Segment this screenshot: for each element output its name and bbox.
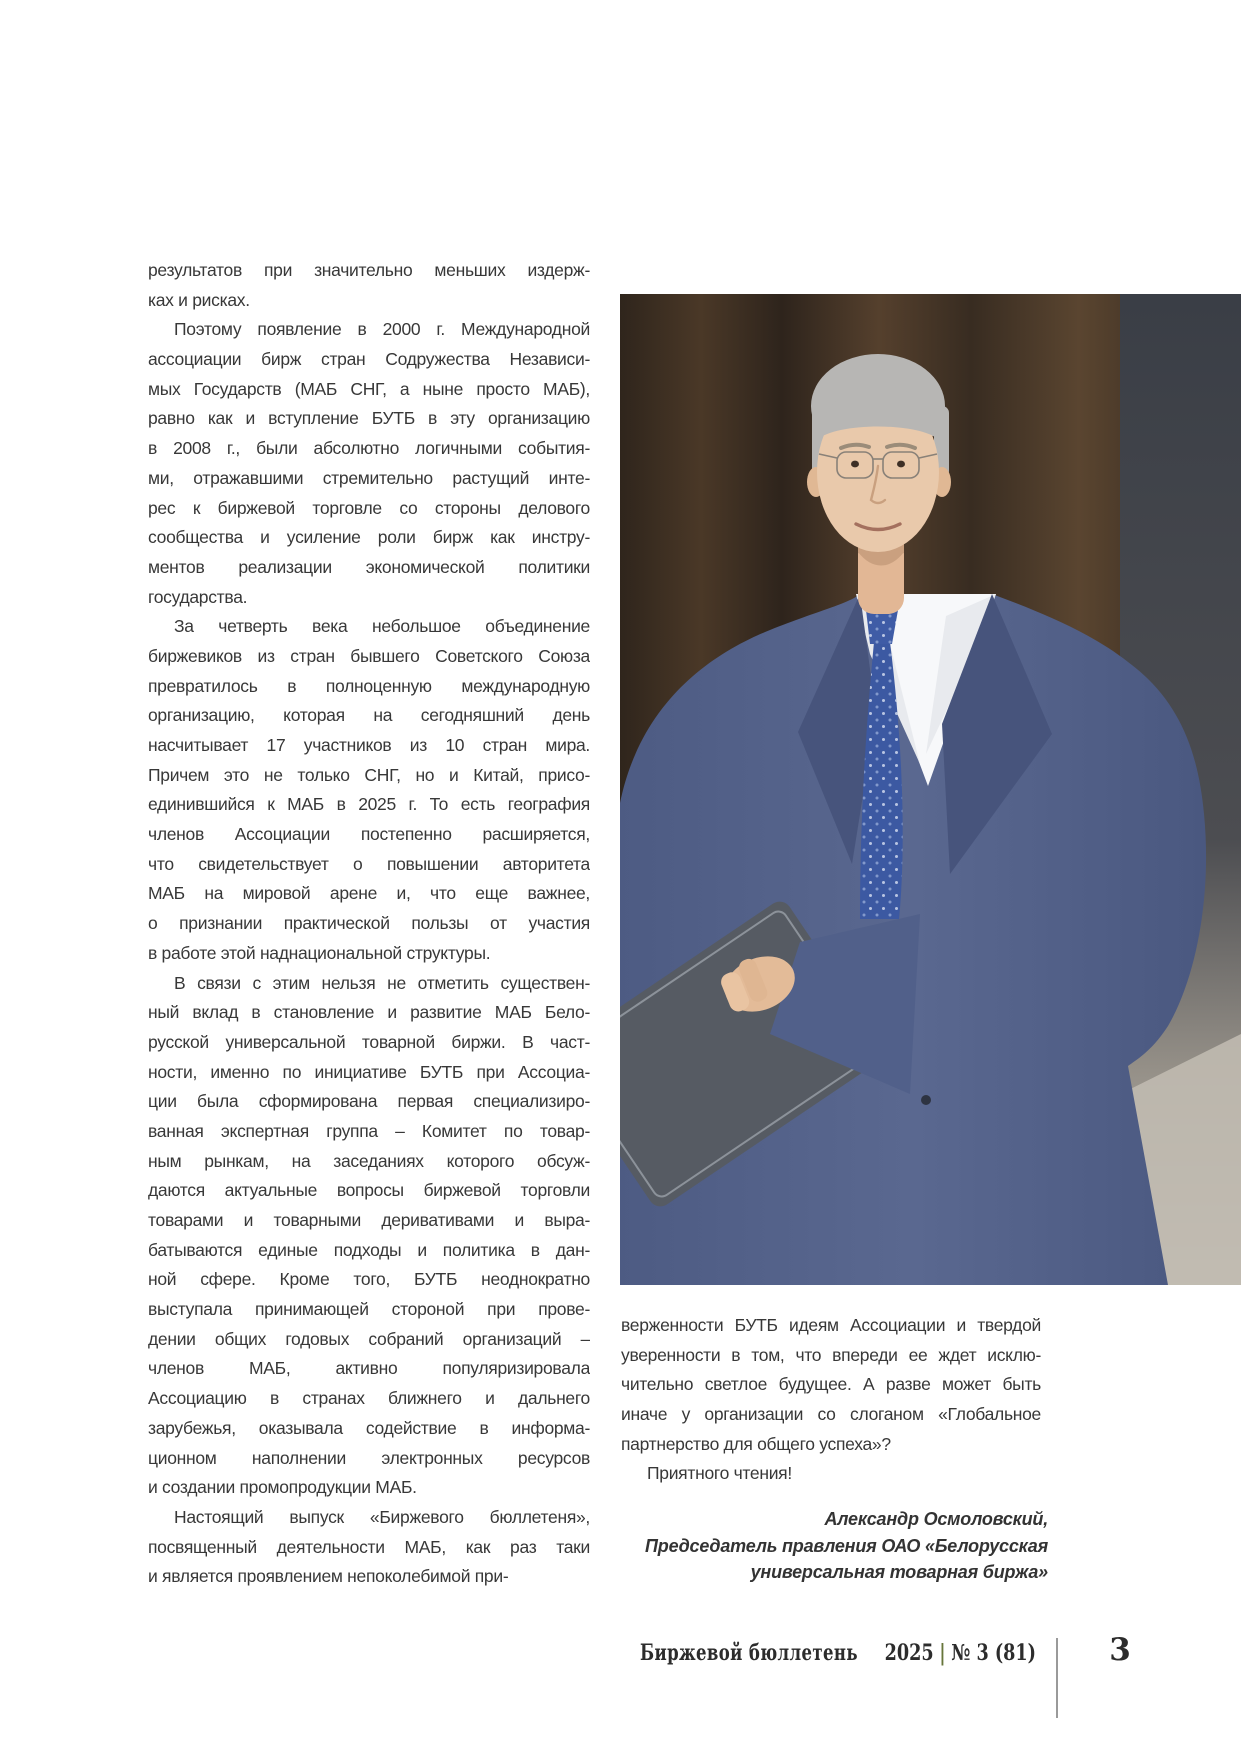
chairman-photo-illustration bbox=[620, 294, 1241, 1285]
text-line: уверенности в том, что впереди ее ждет исклю- bbox=[621, 1344, 1041, 1365]
text-line: Ассоциацию в странах ближнего и дальнего bbox=[148, 1388, 590, 1409]
right-text-column bbox=[621, 1311, 1041, 1489]
text-line: биржевиков из стран бывшего Советского Союза bbox=[148, 645, 590, 666]
text-line: и создании промопродукции МАБ. bbox=[148, 1477, 417, 1498]
text-line: рес к биржевой торговле со стороны делового bbox=[148, 497, 590, 518]
text-line: ментов реализации экономической политики bbox=[148, 556, 590, 577]
text-line: и является проявлением непоколебимой при- bbox=[148, 1566, 509, 1587]
text-line: в 2008 г., были абсолютно логичными события- bbox=[148, 438, 590, 459]
text-line: даются актуальные вопросы биржевой торговли bbox=[148, 1180, 590, 1201]
text-line: превратилось в полноценную международную bbox=[148, 675, 590, 696]
text-line: За четверть века небольшое объединение bbox=[174, 616, 590, 637]
left-text-column bbox=[148, 256, 590, 1592]
text-line: единившийся к МАБ в 2025 г. То есть география bbox=[148, 794, 590, 815]
journal-title: Биржевой бюллетень bbox=[640, 1640, 858, 1666]
text-line: В связи с этим нельзя не отметить существен- bbox=[174, 972, 590, 993]
text-line: равно как и вступление БУТБ в эту организацию bbox=[148, 408, 590, 429]
text-line: ционном наполнении электронных ресурсов bbox=[148, 1447, 590, 1468]
text-line: посвященный деятельности МАБ, как раз таки bbox=[148, 1536, 590, 1557]
text-line: ми, отражавшими стремительно растущий инте- bbox=[148, 467, 590, 488]
text-line: ности, именно по инициативе БУТБ при Ассоциа- bbox=[148, 1061, 590, 1082]
text-line: результатов при значительно меньших издерж- bbox=[148, 260, 590, 280]
text-line: что свидетельствует о повышении авторитета bbox=[148, 853, 590, 874]
text-line: иначе у организации со слоганом «Глобальное bbox=[621, 1404, 1041, 1425]
text-line: мых Государств (МАБ СНГ, а ныне просто МАБ), bbox=[148, 378, 590, 399]
text-line: ный вклад в становление и развитие МАБ Бело- bbox=[148, 1002, 590, 1023]
text-line: членов Ассоциации постепенно расширяется, bbox=[148, 824, 590, 845]
text-line: выступала принимающей стороной при прове- bbox=[148, 1299, 590, 1320]
page-number: 3 bbox=[1109, 1632, 1131, 1668]
signature-line: Александр Осмоловский, bbox=[824, 1509, 1048, 1529]
text-line: сообщества и усиление роли бирж как инстру- bbox=[148, 527, 590, 548]
text-line: Приятного чтения! bbox=[647, 1463, 792, 1484]
text-line: в работе этой наднациональной структуры. bbox=[148, 942, 491, 963]
text-line: о признании практической пользы от участия bbox=[148, 913, 590, 934]
page-footer bbox=[0, 1632, 1241, 1742]
text-line: МАБ на мировой арене и, что еще важнее, bbox=[148, 883, 590, 904]
footer-separator: | bbox=[939, 1640, 946, 1666]
text-line: членов МАБ, активно популяризировала bbox=[148, 1358, 590, 1379]
text-line: ванная экспертная группа – Комитет по товар- bbox=[148, 1120, 590, 1141]
footer-year: 2025 bbox=[884, 1640, 934, 1666]
text-line: батываются единые подходы и политика в дан- bbox=[148, 1239, 590, 1260]
text-line: ным рынкам, на заседаниях которого обсуж- bbox=[148, 1150, 590, 1171]
text-line: Поэтому появление в 2000 г. Международной bbox=[174, 319, 590, 340]
text-line: ной сфере. Кроме того, БУТБ неоднократно bbox=[148, 1269, 590, 1290]
footer-divider-rule bbox=[1056, 1638, 1058, 1718]
text-line: организацию, которая на сегодняшний день bbox=[148, 705, 590, 726]
chairman-photo bbox=[620, 294, 1241, 1285]
text-line: чительно светлое будущее. А разве может быть bbox=[621, 1374, 1041, 1395]
text-line: дении общих годовых собраний организаций – bbox=[148, 1328, 590, 1349]
text-line: зарубежья, оказывала содействие в информа- bbox=[148, 1417, 590, 1438]
text-line: партнерство для общего успеха»? bbox=[621, 1433, 891, 1454]
text-line: ках и рисках. bbox=[148, 289, 250, 310]
signature-line: Председатель правления ОАО «Белорусская bbox=[645, 1535, 1048, 1556]
text-line: государства. bbox=[148, 586, 248, 607]
text-line: Настоящий выпуск «Биржевого бюллетеня», bbox=[174, 1506, 590, 1527]
text-line: верженности БУТБ идеям Ассоциации и твердой bbox=[621, 1315, 1041, 1335]
text-line: Причем это не только СНГ, но и Китай, присо- bbox=[148, 764, 590, 785]
signature-block bbox=[621, 1506, 1048, 1586]
text-line: товарами и товарными деривативами и выра- bbox=[148, 1210, 590, 1230]
issue-info bbox=[207, 1640, 1036, 1666]
text-line: русской универсальной товарной биржи. В част- bbox=[148, 1031, 590, 1052]
footer-issue: № 3 (81) bbox=[951, 1640, 1036, 1666]
text-line: ассоциации бирж стран Содружества Независи- bbox=[148, 349, 590, 370]
text-line: ции была сформирована первая специализиро- bbox=[148, 1091, 590, 1112]
text-line: насчитывает 17 участников из 10 стран мира. bbox=[148, 735, 590, 755]
signature-line: универсальная товарная биржа» bbox=[750, 1562, 1048, 1582]
